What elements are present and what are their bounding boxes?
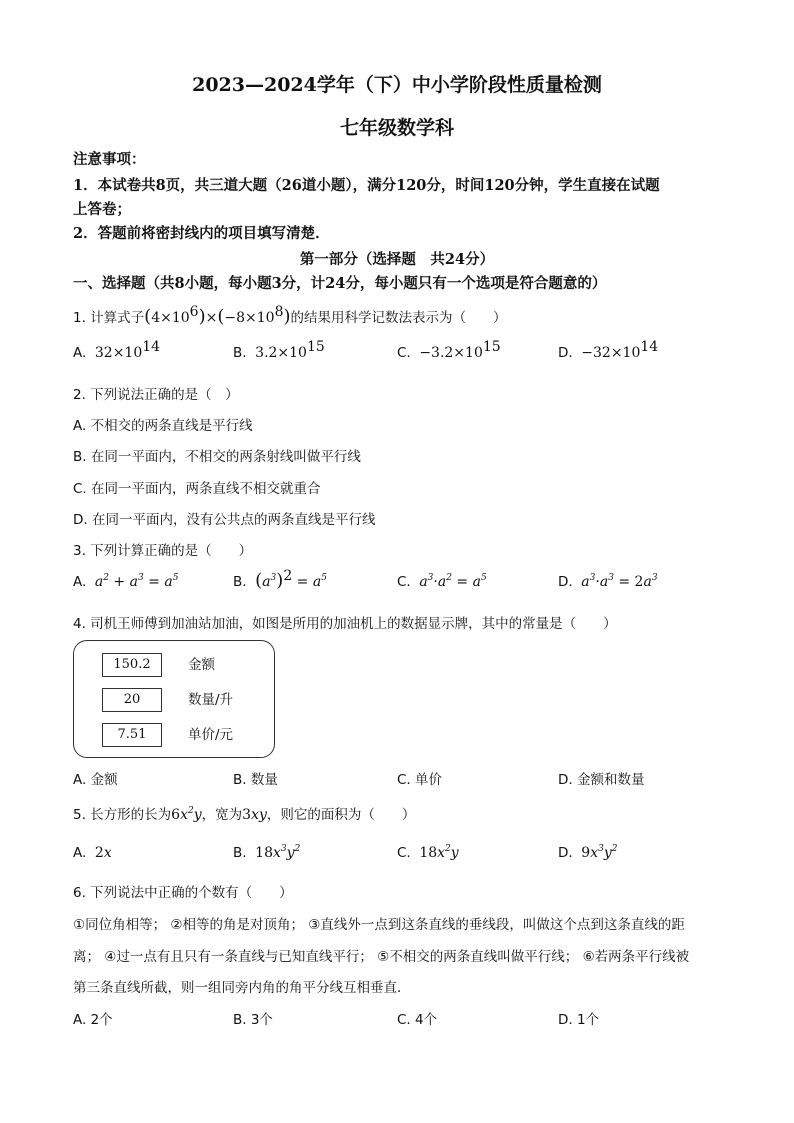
fuel-pump-display [73,640,275,758]
exam-subtitle: 七年级数学科 [339,117,454,139]
q1-option-d[interactable]: D. $-32\times 10^{14}$ [558,339,659,361]
unit-price-label: 单价/元 [188,727,234,743]
q6-statements-line-1: ①同位角相等； ②相等的角是对顶角； ③直线外一点到这条直线的垂线段，叫做这个点到这条直线的距 [73,917,685,933]
question-1: 1. 计算式子$(4\times 10^6)\times(-8\times 10^8)$的结果用科学记数法表示为（ ） [73,304,507,327]
q1-prefix: 1. 计算式子 [73,310,145,326]
q2-option-a[interactable]: A. 不相交的两条直线是平行线 [73,418,253,434]
q5-option-c[interactable]: C. $18x^2y$ [397,844,459,861]
q3-option-d[interactable]: D. $a^3\cdot a^3 = 2a^3$ [558,573,658,590]
q2-option-b[interactable]: B. 在同一平面内，不相交的两条射线叫做平行线 [73,449,361,465]
q6-statements-line-2: 离； ④过一点有且只有一条直线与已知直线平行； ⑤不相交的两条直线叫做平行线； ⑥若两条平行线被 [73,949,690,965]
q1-option-b[interactable]: B. $3.2\times 10^{15}$ [233,339,325,361]
unit-price-value: 7.51 [102,723,162,747]
q1-suffix: 的结果用科学记数法表示为（ ） [290,310,507,326]
exam-title: 2023—2024学年（下）中小学阶段性质量检测 [192,74,602,96]
q5-option-d[interactable]: D. $9x^3y^2$ [558,844,618,861]
q5-option-a[interactable]: A. 2x [73,845,112,861]
notice-item-2: 2．答题前将密封线内的项目填写清楚． [73,225,330,242]
q6-statements-line-3: 第三条直线所截，则一组同旁内角的角平分线互相垂直． [73,980,411,996]
q6-option-c[interactable]: C. 4个 [397,1012,438,1028]
q1-option-c[interactable]: C. $-3.2\times 10^{15}$ [397,339,501,361]
amount-value: 150.2 [102,653,162,677]
paren-open: ( [144,306,152,327]
question-3: 3. 下列计算正确的是（ ） [73,543,253,559]
question-5: 5. 长方形的长为$6x^2y$，宽为3xy，则它的面积为（ ） [73,806,416,823]
q3-option-b[interactable]: B. $(a^3)^2 = a^5$ [233,568,327,591]
q2-option-c[interactable]: C. 在同一平面内，两条直线不相交就重合 [73,481,321,497]
q4-option-c[interactable]: C. 单价 [397,772,443,788]
q3-option-a[interactable]: A. $a^2 + a^3 = a^5$ [73,573,179,590]
question-6: 6. 下列说法中正确的个数有（ ） [73,885,293,901]
q2-option-d[interactable]: D. 在同一平面内，没有公共点的两条直线是平行线 [73,512,376,528]
q6-option-a[interactable]: A. 2个 [73,1012,113,1028]
q4-option-a[interactable]: A. 金额 [73,772,118,788]
notice-item-1: 1．本试卷共8页，共三道大题（26道小题），满分120分，时间120分钟，学生直接在试题 [73,177,660,194]
quantity-label: 数量/升 [188,692,234,708]
part-heading: 第一部分（选择题 共24分） [299,251,495,268]
q5-option-b[interactable]: B. $18x^3y^2$ [233,844,301,861]
q4-option-d[interactable]: D. 金额和数量 [558,772,645,788]
q6-option-d[interactable]: D. 1个 [558,1012,600,1028]
q3-option-c[interactable]: C. $a^3\cdot a^2 = a^5$ [397,573,487,590]
q6-option-b[interactable]: B. 3个 [233,1012,273,1028]
question-4: 4. 司机王师傅到加油站加油，如图是所用的加油机上的数据显示牌，其中的常量是（ ） [73,616,617,632]
section-heading: 一、选择题（共8小题，每小题3分，计24分，每小题只有一个选项是符合题意的） [73,275,607,292]
q4-option-b[interactable]: B. 数量 [233,772,278,788]
question-2: 2. 下列说法正确的是（ ） [73,387,239,403]
notice-heading: 注意事项： [73,151,146,168]
amount-label: 金额 [188,657,215,673]
quantity-value: 20 [102,688,162,712]
notice-item-1-cont: 上答卷； [73,201,131,218]
q1-option-a[interactable]: A. $32\times 10^{14}$ [73,339,161,361]
